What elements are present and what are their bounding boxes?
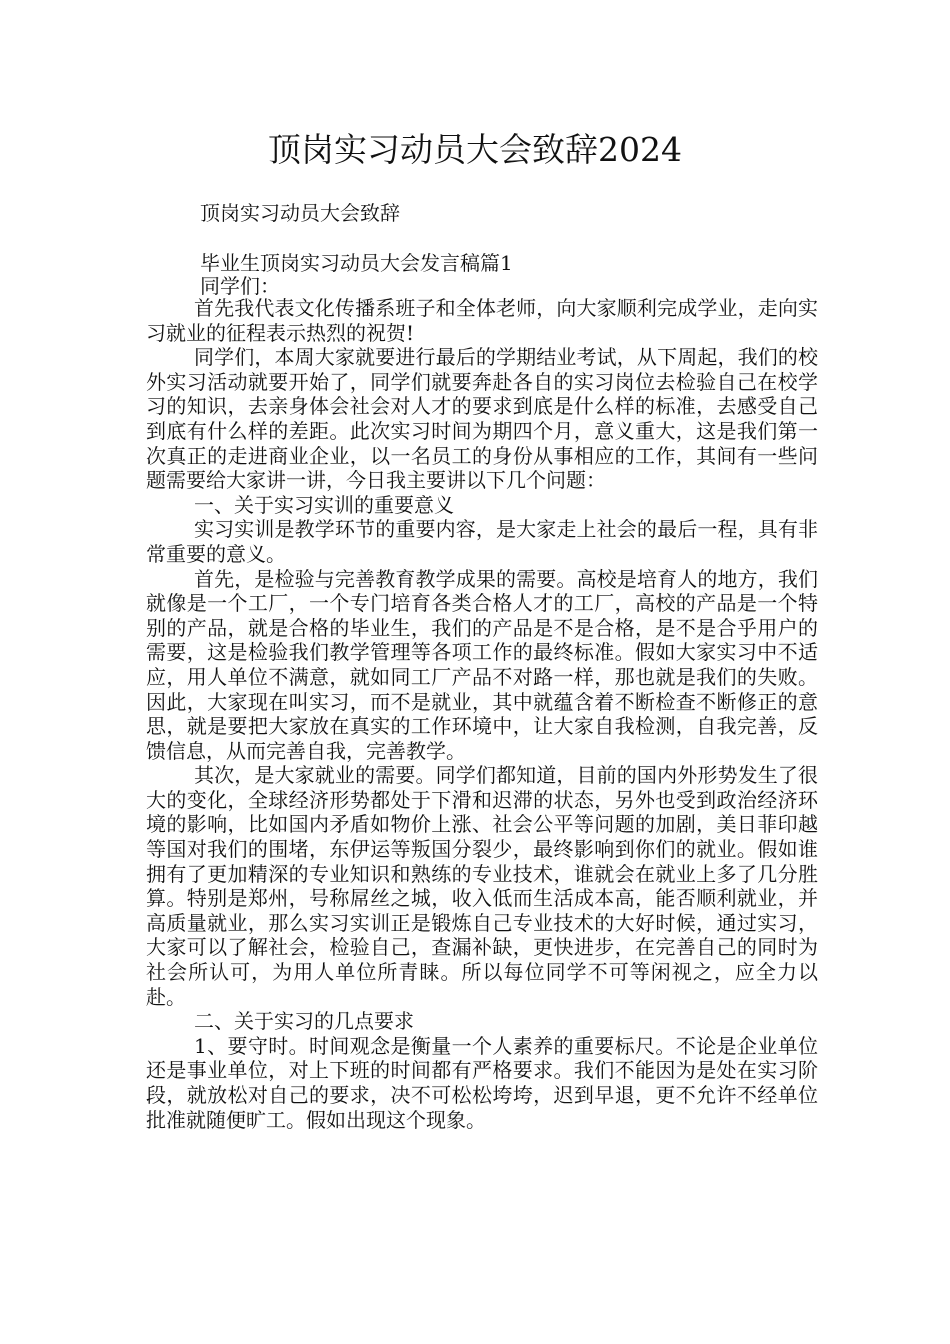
heading-requirements: 二、关于实习的几点要求 — [194, 1009, 414, 1034]
document-subtitle: 顶岗实习动员大会致辞 — [200, 201, 400, 225]
paragraph-significance: 实习实训是教学环节的重要内容，是大家走上社会的最后一程，具有非常重要的意义。 — [146, 517, 818, 566]
heading-significance: 一、关于实习实训的重要意义 — [194, 492, 454, 517]
section-heading: 毕业生顶岗实习动员大会发言稿篇1 — [200, 251, 513, 275]
salutation: 同学们： — [200, 274, 280, 298]
paragraph-punctuality: 1、要守时。时间观念是衡量一个人素养的重要标尺。不论是企业单位还是事业单位，对上下班的时间都有严格要求。我们不能因为是处在实习阶段，就放松对自己的要求，决不可松松垮垮，迟到早退，更不允许不经单位批准就随便旷工。假如出现这个现象。 — [146, 1033, 818, 1132]
paragraph-second-reason: 其次，是大家就业的需要。同学们都知道，目前的国内外形势发生了很大的变化，全球经济形势都处于下滑和迟滞的状态，另外也受到政治经济环境的影响，比如国内矛盾如物价上涨、社会公平等问题的加剧，美日菲印越等国对我们的围堵，东伊运等叛国分裂少，最终影响到你们的就业。假如谁拥有了更加精深的专业知识和熟练的专业技术，谁就会在就业上多了几分胜算。特别是郑州，号称屌丝之城，收入低而生活成本高，能否顺利就业，并高质量就业，那么实习实训正是锻炼自己专业技术的大好时候，通过实习，大家可以了解社会，检验自己，查漏补缺，更快进步，在完善自己的同时为社会所认可，为用人单位所青睐。所以每位同学不可等闲视之，应全力以赴。 — [146, 763, 818, 1009]
paragraph-congratulations: 首先我代表文化传播系班子和全体老师，向大家顺利完成学业，走向实习就业的征程表示热烈的祝贺! — [146, 296, 818, 345]
document-title: 顶岗实习动员大会致辞2024 — [268, 130, 682, 169]
document-body — [146, 296, 818, 1132]
paragraph-introduction: 同学们，本周大家就要进行最后的学期结业考试，从下周起，我们的校外实习活动就要开始了，同学们就要奔赴各自的实习岗位去检验自己在校学习的知识，去亲身体会社会对人才的要求到底是什么样的标准，去感受自己到底有什么样的差距。此次实习时间为期四个月，意义重大，这是我们第一次真正的走进商业企业，以一名员工的身份从事相应的工作，其间有一些问题需要给大家讲一讲，今日我主要讲以下几个问题： — [146, 345, 818, 493]
paragraph-first-reason: 首先，是检验与完善教育教学成果的需要。高校是培育人的地方，我们就像是一个工厂，一个专门培育各类合格人才的工厂，高校的产品是一个特别的产品，就是合格的毕业生，我们的产品是不是合格，是不是合乎用户的需要，这是检验我们教学管理等各项工作的最终标准。假如大家实习中不适应，用人单位不满意，就如同工厂产品不对路一样，那也就是我们的失败。因此，大家现在叫实习，而不是就业，其中就蕴含着不断检查不断修正的意思，就是要把大家放在真实的工作环境中，让大家自我检测，自我完善，反馈信息，从而完善自我，完善教学。 — [146, 566, 818, 763]
